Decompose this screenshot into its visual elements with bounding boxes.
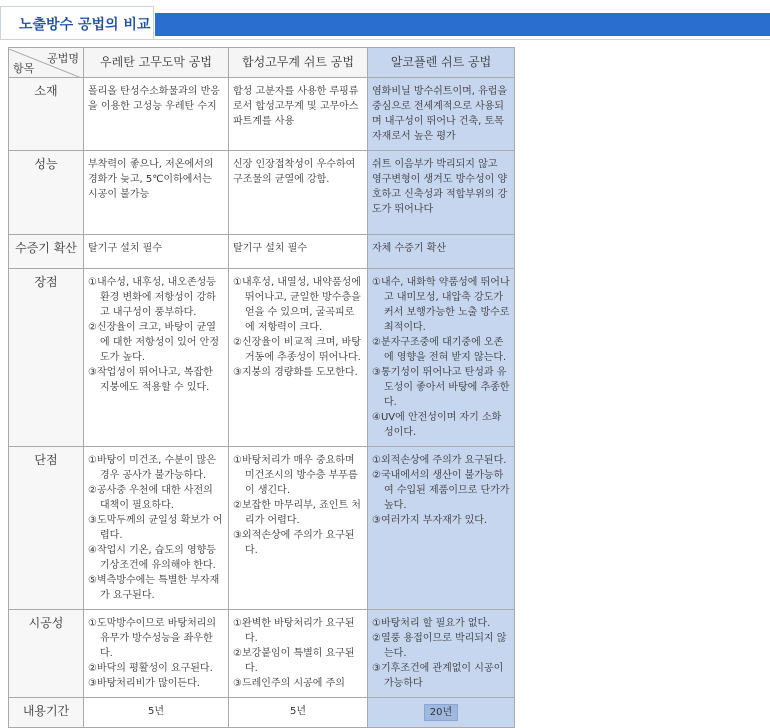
cell-text: 합성 고분자를 사용한 루핑류로서 합성고무계 및 고무아스파트계를 사용	[233, 86, 359, 127]
corner-bottom-label: 항목	[13, 61, 35, 75]
table-row	[9, 235, 515, 269]
cell-text: ①완벽한 바탕처리가 요구된다.	[233, 618, 355, 644]
cell-workability-2	[368, 610, 515, 698]
row-label-vapor-diffusion: 수증기 확산	[9, 235, 84, 269]
cell-service-life-1	[229, 698, 368, 728]
cell-text: ②보강붙임이 특별히 요구된다.	[233, 648, 355, 674]
cell-text: 5년	[147, 706, 165, 717]
cell-text: ④작업시 기온, 습도의 영향등 기상조건에 유의해야 한다.	[88, 545, 216, 571]
cell-workability-0	[84, 610, 229, 698]
cell-text: ③여러가지 부자재가 있다.	[372, 515, 488, 526]
comparison-table	[8, 47, 515, 728]
cell-material-0	[84, 78, 229, 151]
cell-text: ③통기성이 뛰어나고 탄성과 유도성이 좋아서 바탕에 추종한다.	[372, 367, 510, 408]
table-row	[9, 151, 515, 235]
cell-text: ①바탕이 미건조, 수분이 많은 경우 공사가 불가능하다.	[88, 455, 216, 481]
cell-disadvantages-2	[368, 447, 515, 610]
cell-workability-1	[229, 610, 368, 698]
cell-text: ③도막두께의 균일성 확보가 어렵다.	[88, 515, 223, 541]
section-header	[0, 0, 770, 40]
cell-text: ①내수성, 내후성, 내오존성등 환경 변화에 저항성이 강하고 내구성이 풍부하다.	[88, 277, 216, 318]
cell-performance-1	[229, 151, 368, 235]
cell-text: 폴리올 탄성수소화물과의 반응을 이용한 고성능 우레탄 수지	[88, 86, 220, 112]
table-row	[9, 610, 515, 698]
cell-material-1	[229, 78, 368, 151]
cell-text: ③지붕의 경량화를 도모한다.	[233, 367, 358, 378]
cell-text: ②신장율이 비교적 크며, 바탕거동에 추종성이 뛰어나다.	[233, 337, 361, 363]
table-row	[9, 78, 515, 151]
cell-disadvantages-0	[84, 447, 229, 610]
cell-text: ①도막방수이므로 바탕처리의 유무가 방수성능을 좌우한다.	[88, 618, 217, 659]
cell-vapor-diffusion-1	[229, 235, 368, 269]
cell-vapor-diffusion-0	[84, 235, 229, 269]
table-row	[9, 269, 515, 447]
cell-text: ①내수, 내화학 약품성에 뛰어나고 내미모성, 내압축 강도가 커서 보행가능한 노출 방수로 최적이다.	[372, 277, 510, 333]
corner-cell	[9, 48, 84, 78]
cell-text: ⑤벽측방수에는 특별한 부자재가 요구된다.	[88, 575, 220, 601]
cell-text: ②바닥의 평활성이 요구된다.	[88, 663, 213, 674]
row-label-performance: 성능	[9, 151, 84, 235]
cell-text: ③기후조건에 관계없이 시공이 가능하다	[372, 663, 504, 689]
row-label-disadvantages: 단점	[9, 447, 84, 610]
cell-text: ①바탕처리가 매우 중요하며 미건조시의 방수층 부푸름이 생긴다.	[233, 455, 358, 496]
cell-text: 탈기구 설치 필수	[233, 243, 307, 254]
header-bar	[155, 13, 770, 36]
cell-text: ④UV에 안전성이며 자기 소화성이다.	[372, 412, 502, 438]
cell-text: ②분자구조중에 대기중에 오존에 영향을 전혀 받지 않는다.	[372, 337, 507, 363]
cell-service-life-2	[368, 698, 515, 728]
cell-performance-2	[368, 151, 515, 235]
cell-text: 쉬트 이음부가 박리되지 않고 영구변형이 생겨도 방수성이 양호하고 신축성과 적합부위의 강도가 뛰어나다	[372, 159, 508, 215]
cell-text: 20년	[424, 704, 458, 721]
cell-vapor-diffusion-2	[368, 235, 515, 269]
cell-text: ①외적손상에 주의가 요구된다.	[372, 455, 507, 466]
cell-text: 5년	[289, 706, 307, 717]
column-header-rubber-sheet: 합성고무계 쉬트 공법	[229, 48, 368, 78]
cell-material-2	[368, 78, 515, 151]
column-header-urethane: 우레탄 고무도막 공법	[84, 48, 229, 78]
cell-text: ③작업성이 뛰어나고, 복잡한 지붕에도 적용할 수 있다.	[88, 367, 213, 393]
table-row	[9, 447, 515, 610]
row-label-advantages: 장점	[9, 269, 84, 447]
cell-text: ①바탕처리 할 필요가 없다.	[372, 618, 491, 629]
corner-top-label: 공법명	[47, 51, 79, 65]
row-label-workability: 시공성	[9, 610, 84, 698]
cell-text: ③드레인주의 시공에 주의	[233, 678, 345, 689]
cell-text: 염화비닐 방수쉬트이며, 유럽을 중심으로 전세계적으로 사용되며 내구성이 뛰어나 건축, 토목자재로서 높은 평가	[372, 86, 508, 142]
cell-service-life-0	[84, 698, 229, 728]
cell-text: ②신장율이 크고, 바탕이 균열에 대한 저항성이 있어 안정도가 높다.	[88, 322, 219, 363]
cell-advantages-1	[229, 269, 368, 447]
cell-advantages-2	[368, 269, 515, 447]
cell-performance-0	[84, 151, 229, 235]
cell-text: ②보잡한 마무리부, 죠인트 처리가 어렵다.	[233, 500, 361, 526]
cell-text: ②열풍 용접이므로 박리되지 않는다.	[372, 633, 507, 659]
cell-advantages-0	[84, 269, 229, 447]
cell-text: 부착력이 좋으나, 저온에서의 경화가 늦고, 5℃이하에서는 시공이 불가능	[88, 159, 214, 200]
cell-text: 자체 수증기 확산	[372, 243, 446, 254]
cell-text: ②국내에서의 생산이 불가능하여 수입된 제품이므로 단가가 높다.	[372, 470, 510, 511]
cell-text: 탈기구 설치 필수	[88, 243, 162, 254]
cell-text: 신장 인장접착성이 우수하여 구조물의 균열에 강함.	[233, 159, 356, 185]
row-label-service-life: 내용기간	[9, 698, 84, 728]
cell-disadvantages-1	[229, 447, 368, 610]
cell-text: ①내후성, 내열성, 내약품성에 뛰어나고, 균일한 방수층을 얻을 수 있으며, 굴곡피로에 저항력이 크다.	[233, 277, 361, 333]
cell-text: ③외적손상에 주의가 요구된다.	[233, 530, 355, 556]
cell-text: ②공사중 우천에 대한 사전의 대책이 필요하다.	[88, 485, 213, 511]
cell-text: ③바탕처리비가 많이든다.	[88, 678, 200, 689]
header-divider	[0, 39, 770, 40]
column-header-alcoplen-sheet: 알코플렌 쉬트 공법	[368, 48, 515, 78]
table-row	[9, 698, 515, 728]
section-title: 노출방수 공법의 비교	[19, 17, 151, 33]
row-label-material: 소재	[9, 78, 84, 151]
